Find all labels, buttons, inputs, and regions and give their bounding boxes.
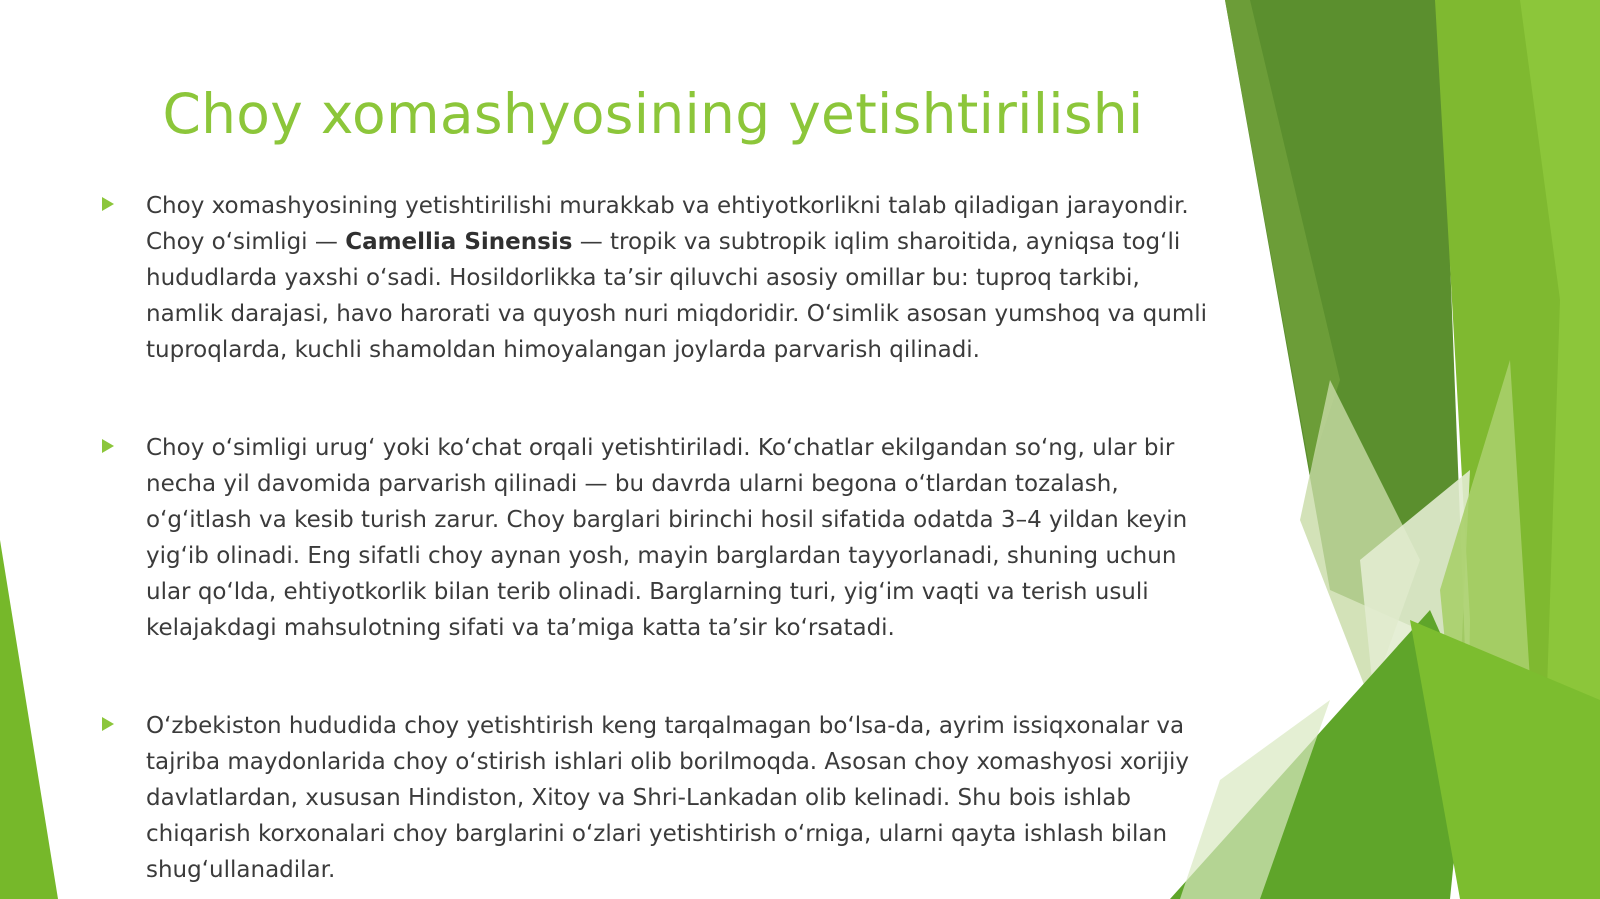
bullet-item <box>102 430 1212 646</box>
bullet-text-part: — tropik va subtropik iqlim sharoitida, ayniqsa togʻli hududlarda yaxshi oʻsadi. Hosildorlikka taʼsir qiluvchi asosiy omillar bu: tuproq tarkibi, namlik darajasi, havo harorati va quyosh nuri miqdoridir. Oʻsimlik asosan yumshoq va qumli tuproqlarda, kuchli shamoldan himoyalangan joylarda parvarish qilinadi. <box>146 229 1207 363</box>
bullet-text <box>146 188 1212 368</box>
bold-term: Camellia Sinensis <box>345 229 573 255</box>
bullet-item <box>102 188 1212 368</box>
slide-title: Choy xomashyosining yetishtirilishi <box>162 82 1144 146</box>
triangle-right-icon <box>102 197 114 211</box>
bullet-item <box>102 708 1212 888</box>
bullet-text: Oʻzbekiston hududida choy yetishtirish keng tarqalmagan boʻlsa-da, ayrim issiqxonalar va tajriba maydonlarida choy oʻstirish ishlari olib borilmoqda. Asosan choy xomashyosi xorijiy davlatlardan, xususan Hindiston, Xitoy va Shri-Lankadan olib kelinadi. Shu bois ishlab chiqarish korxonalari choy barglarini oʻzlari yetishtirish oʻrniga, ularni qayta ishlash bilan shugʻullanadilar. <box>146 713 1189 883</box>
triangle-right-icon <box>102 439 114 453</box>
bullet-text-part: Choy xomashyosining yetishtirilishi murakkab va ehtiyotkorlikni talab qiladigan jarayondir. Choy oʻsimligi — <box>146 193 1189 255</box>
bullet-list <box>102 188 1212 888</box>
triangle-right-icon <box>102 717 114 731</box>
bullet-text: Choy oʻsimligi urugʻ yoki koʻchat orqali yetishtiriladi. Koʻchatlar ekilgandan soʻng, ular bir necha yil davomida parvarish qilinadi — bu davrda ularni begona oʻtlardan tozalash, oʻgʻitlash va kesib turish zarur. Choy barglari birinchi hosil sifatida odatda 3–4 yildan keyin yigʻib olinadi. Eng sifatli choy aynan yosh, mayin barglardan tayyorlanadi, shuning uchun ular qoʻlda, ehtiyotkorlik bilan terib olinadi. Barglarning turi, yigʻim vaqti va terish usuli kelajakdagi mahsulotning sifati va taʼmiga katta taʼsir koʻrsatadi. <box>146 435 1188 641</box>
